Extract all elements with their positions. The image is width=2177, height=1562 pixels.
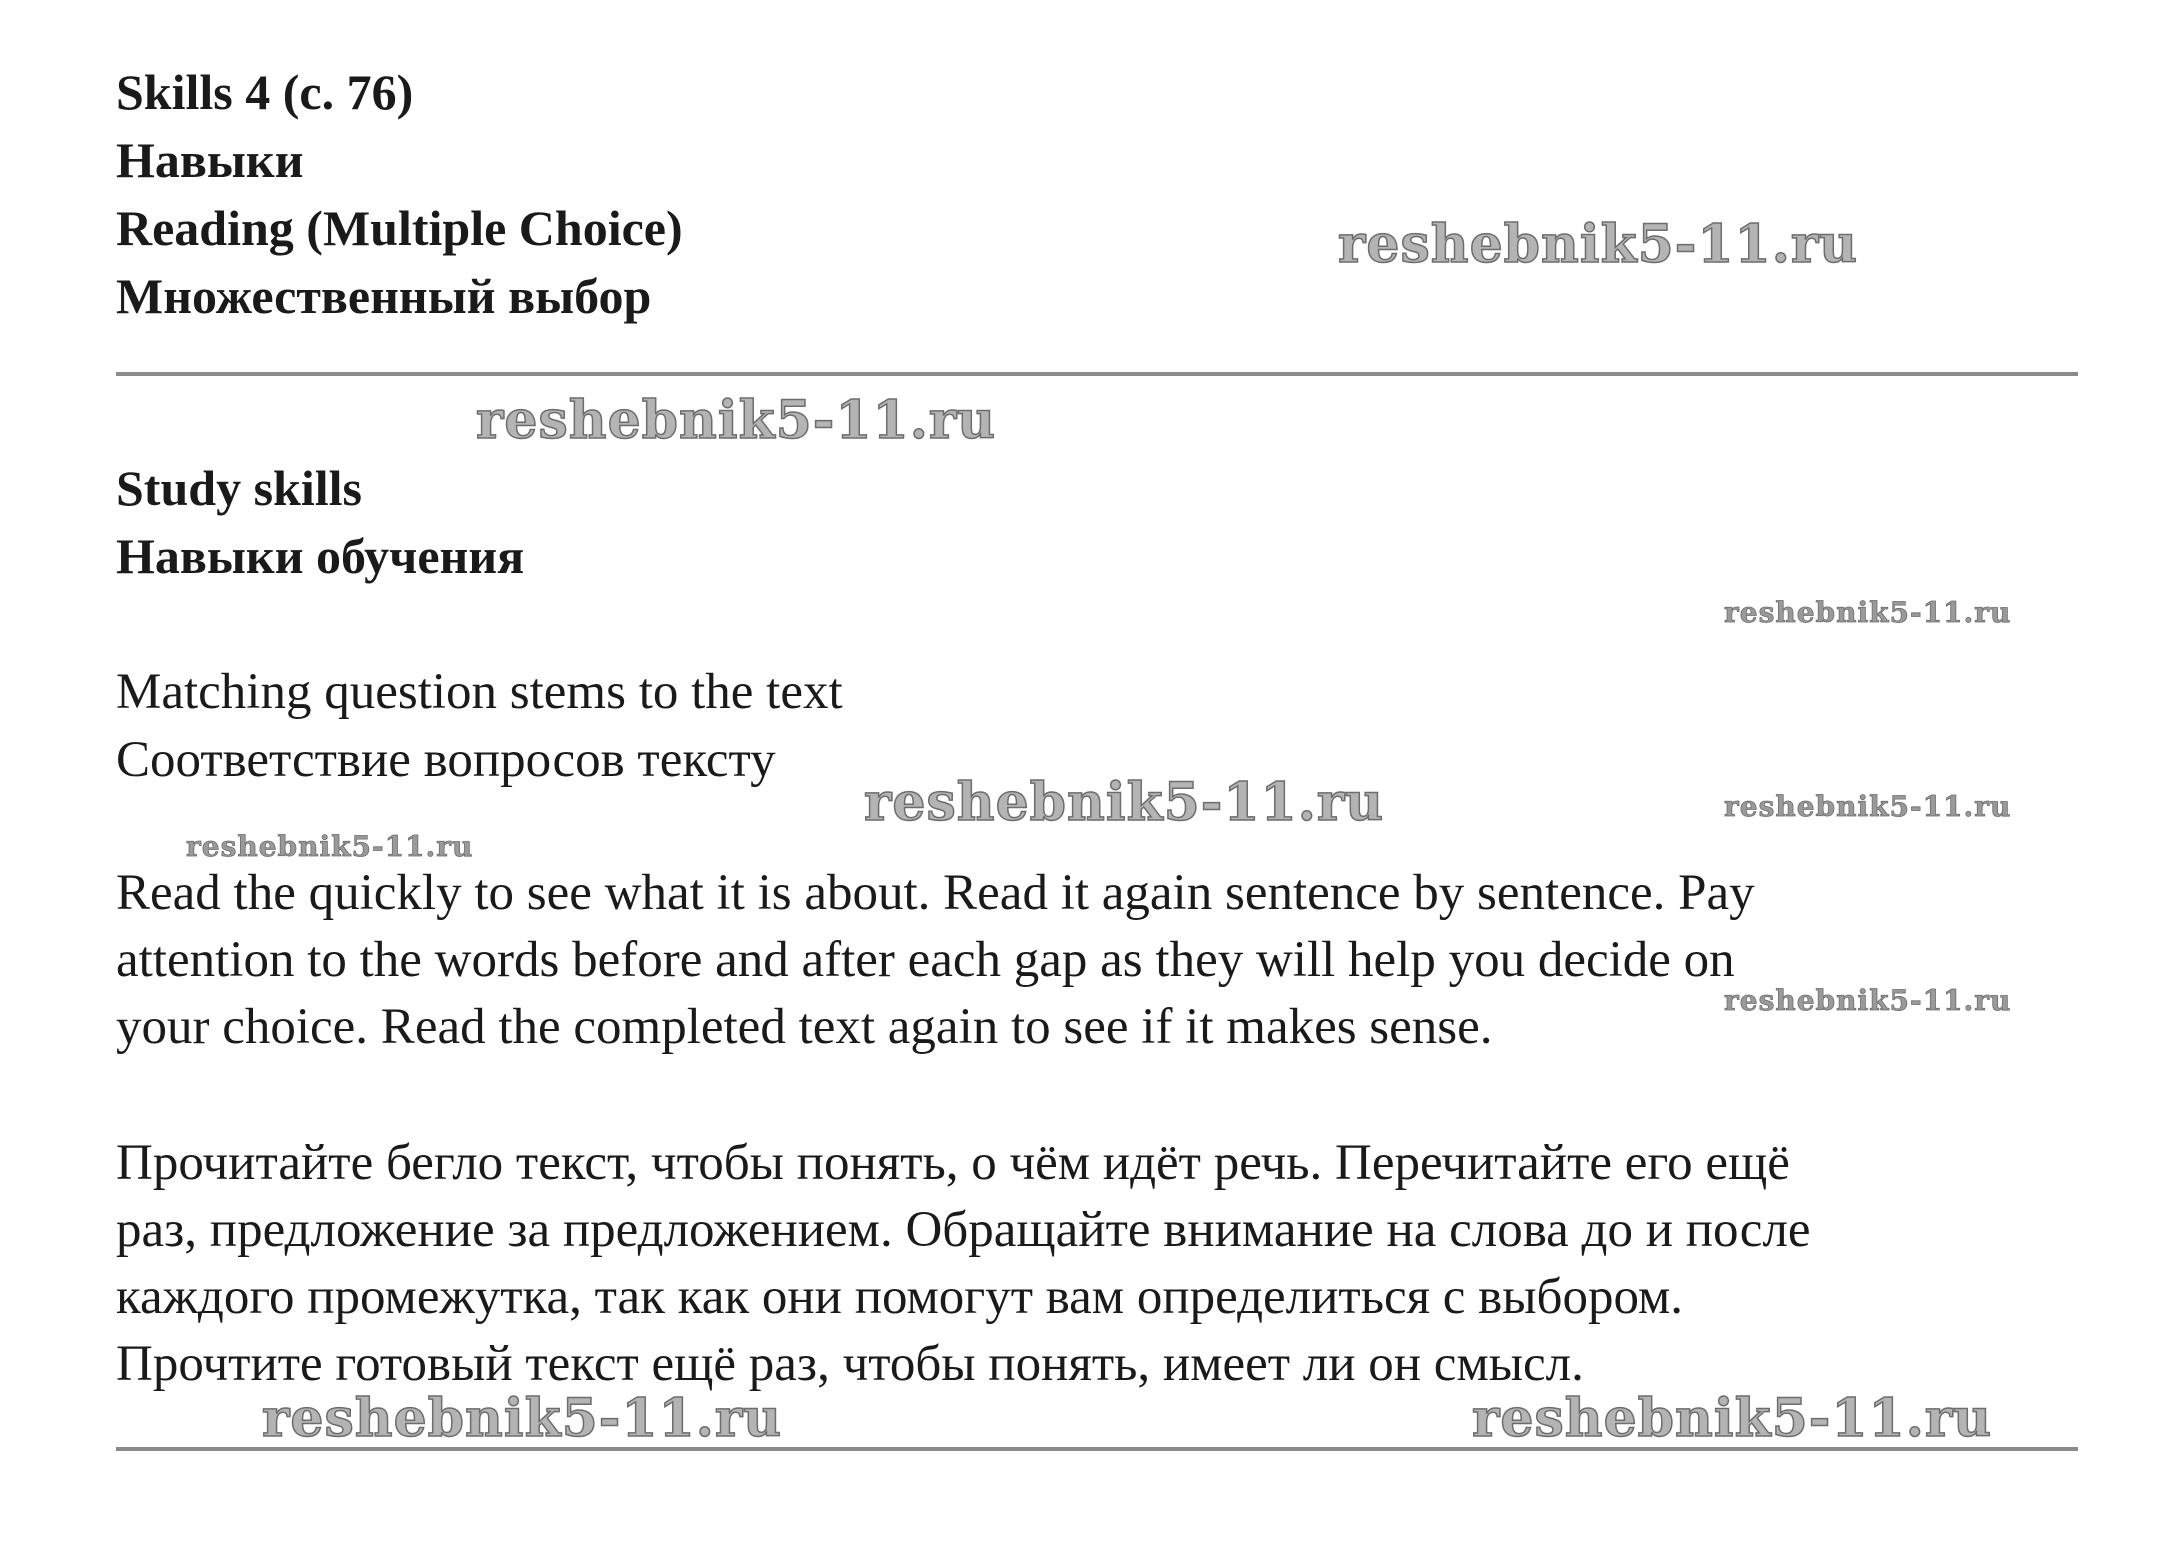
watermark-text: reshebnik5-11.ru bbox=[1724, 790, 2012, 823]
task-type-ru: Множественный выбор bbox=[116, 268, 652, 324]
watermark-text: reshebnik5-11.ru bbox=[476, 390, 997, 451]
instruction-ru-line: каждого промежутка, так как они помогут вам определиться с выбором. bbox=[116, 1269, 1684, 1325]
top-divider bbox=[116, 372, 2078, 376]
section-number: Skills 4 (с. 76) bbox=[116, 64, 414, 120]
task-type-en: Reading (Multiple Choice) bbox=[116, 200, 683, 256]
instruction-en-line: Read the quickly to see what it is about. Read it again sentence by sentence. Pay bbox=[116, 865, 1755, 921]
watermark-text: reshebnik5-11.ru bbox=[1724, 984, 2012, 1017]
instruction-ru-line: Прочитайте бегло текст, чтобы понять, о чём идёт речь. Перечитайте его ещё bbox=[116, 1135, 1790, 1191]
matching-title-en: Matching question stems to the text bbox=[116, 664, 843, 720]
study-skills-title-ru: Навыки обучения bbox=[116, 528, 525, 584]
watermark-text: reshebnik5-11.ru bbox=[1472, 1388, 1993, 1449]
study-skills-heading bbox=[116, 454, 524, 590]
instruction-paragraph-en bbox=[116, 860, 2096, 1061]
bottom-divider bbox=[116, 1447, 2078, 1451]
watermark-text: reshebnik5-11.ru bbox=[864, 772, 1385, 833]
matching-heading bbox=[116, 658, 843, 794]
study-skills-title-en: Study skills bbox=[116, 460, 362, 516]
instruction-ru-line: Прочтите готовый текст ещё раз, чтобы понять, имеет ли он смысл. bbox=[116, 1336, 1584, 1392]
section-title-ru: Навыки bbox=[116, 132, 304, 188]
instruction-paragraph-ru bbox=[116, 1130, 2096, 1398]
matching-title-ru: Соответствие вопросов тексту bbox=[116, 732, 776, 788]
instruction-en-line: attention to the words before and after each gap as they will help you decide on bbox=[116, 932, 1735, 988]
watermark-text: reshebnik5-11.ru bbox=[262, 1388, 783, 1449]
instruction-ru-line: раз, предложение за предложением. Обращайте внимание на слова до и после bbox=[116, 1202, 1811, 1258]
document-header bbox=[116, 58, 683, 330]
watermark-text: reshebnik5-11.ru bbox=[1338, 214, 1859, 275]
instruction-en-line: your choice. Read the completed text again to see if it makes sense. bbox=[116, 999, 1493, 1055]
watermark-text: reshebnik5-11.ru bbox=[186, 830, 474, 863]
watermark-text: reshebnik5-11.ru bbox=[1724, 596, 2012, 629]
